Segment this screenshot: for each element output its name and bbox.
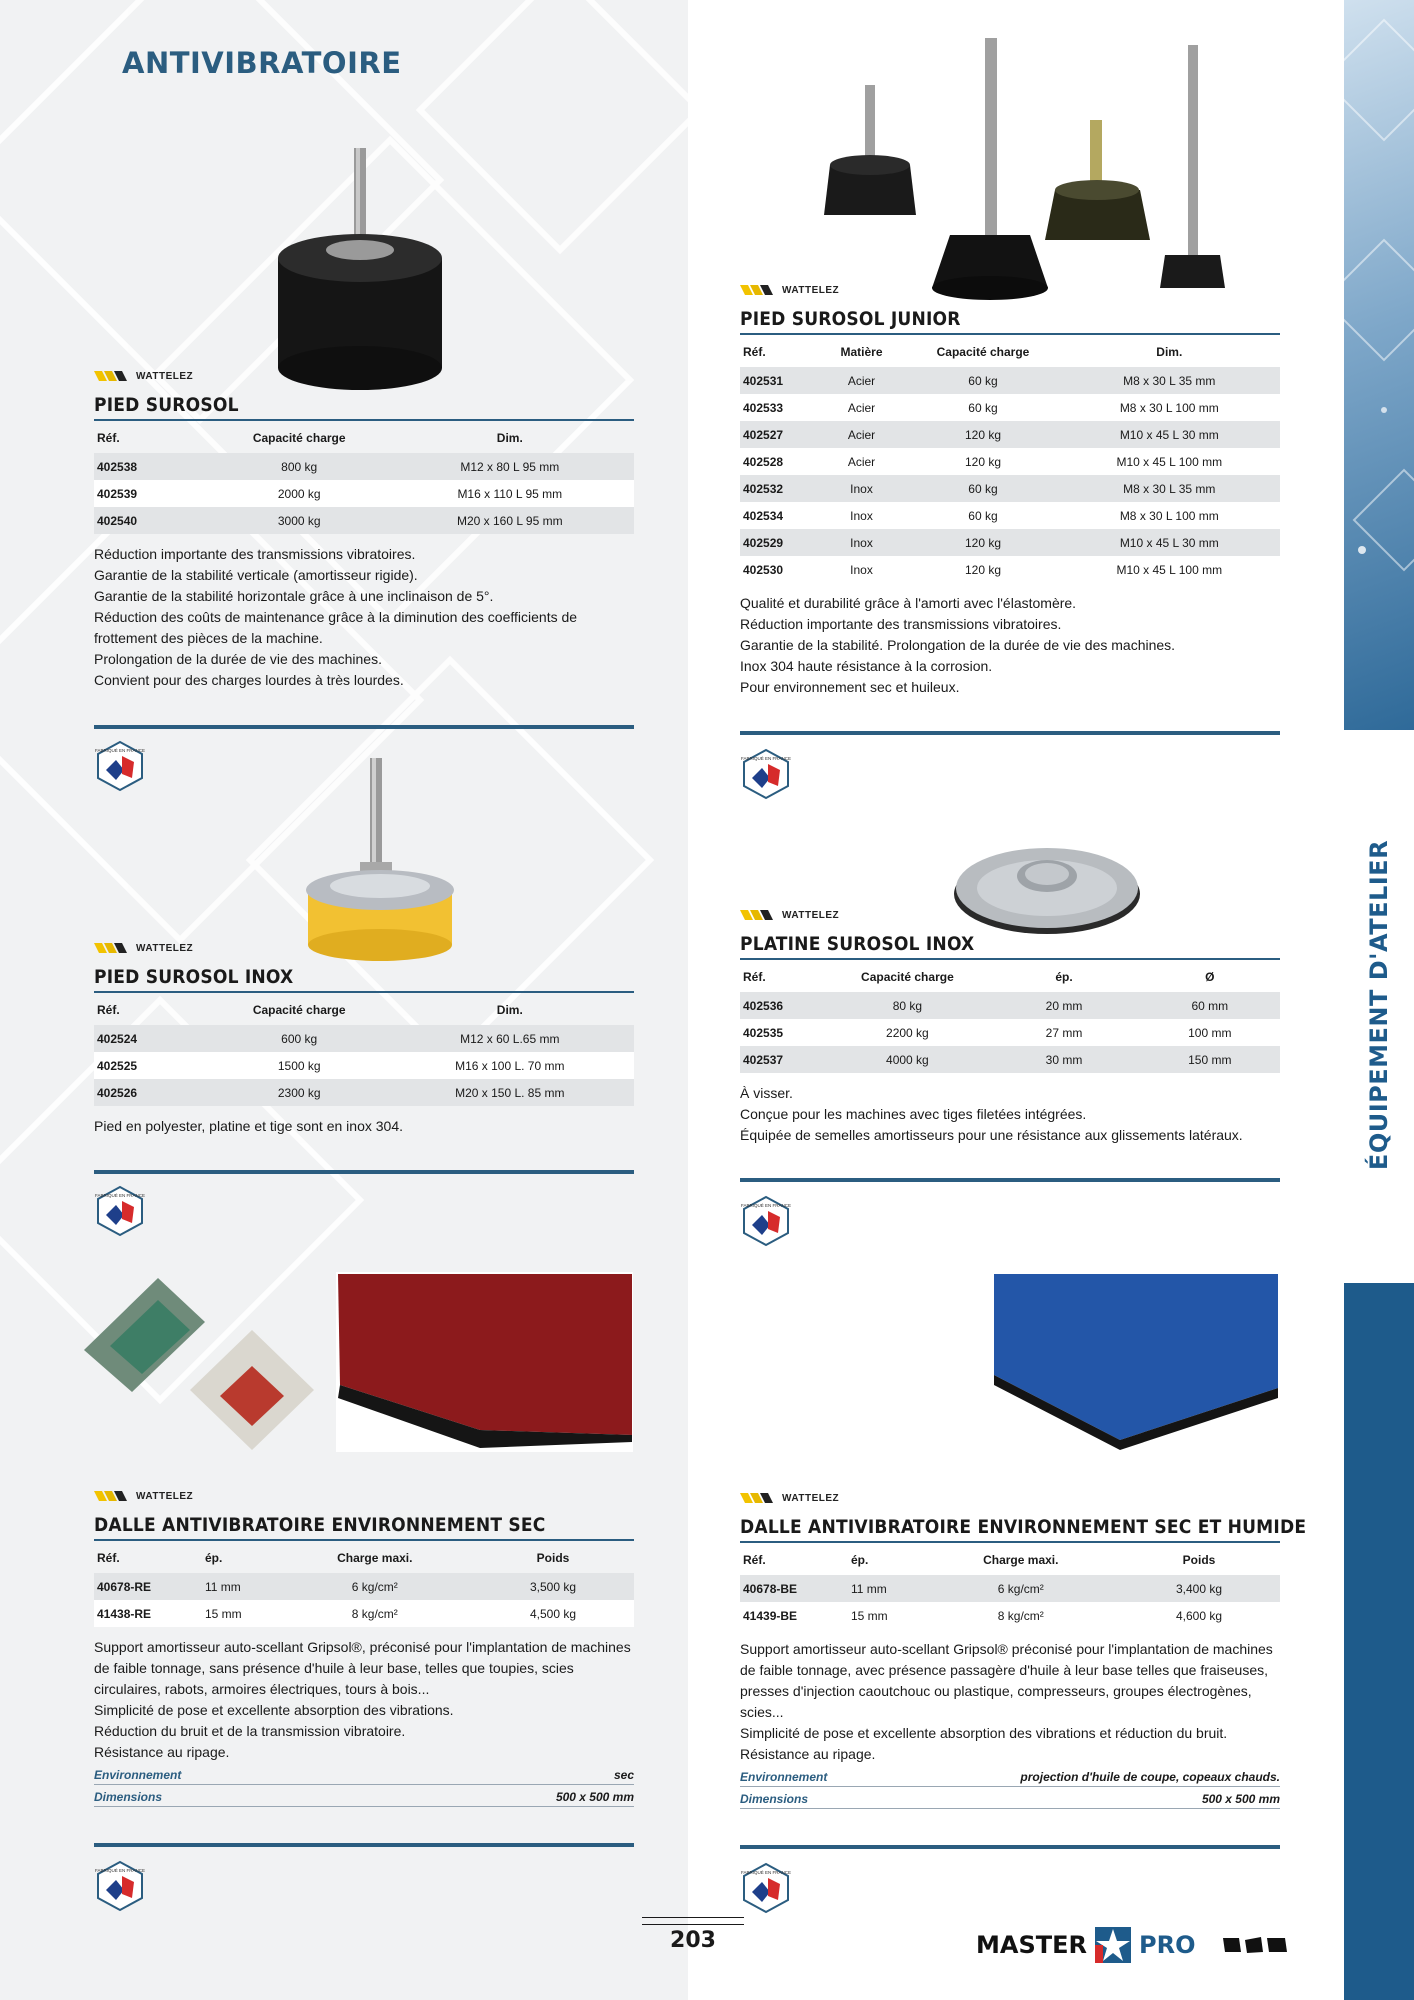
- spec-table: Réf. ép. Charge maxi. Poids 40678-RE 11 mm 6 kg/cm² 3,500 kg 41438-RE 15 mm 8 kg/cm² 4,500 kg: [94, 1545, 634, 1627]
- table-row: 402528 Acier 120 kg M10 x 45 L 100 mm: [740, 448, 1280, 475]
- pied-surosol-junior-block: [740, 280, 1280, 698]
- table-row: 402536 80 kg 20 mm 60 mm: [740, 992, 1280, 1019]
- divider: [740, 1178, 1280, 1182]
- wattelez-icon: [94, 941, 132, 955]
- table-row: 402527 Acier 120 kg M10 x 45 L 30 mm: [740, 421, 1280, 448]
- environment-row: Environnement sec: [94, 1765, 634, 1785]
- svg-text:FABRIQUÉ EN FRANCE: FABRIQUÉ EN FRANCE: [740, 1870, 792, 1875]
- table-row: 402531 Acier 60 kg M8 x 30 L 35 mm: [740, 367, 1280, 394]
- made-in-france-icon: [740, 1195, 792, 1247]
- made-in-france-icon: [740, 1862, 792, 1914]
- pied-surosol-block: [94, 366, 634, 691]
- pied-surosol-inox-block: [94, 938, 634, 1137]
- product-title: DALLE ANTIVIBRATOIRE ENVIRONNEMENT SEC ET HUMIDE: [740, 1516, 1280, 1543]
- table-row: 402538 800 kg M12 x 80 L 95 mm: [94, 453, 634, 480]
- spec-table: Réf. ép. Charge maxi. Poids 40678-BE 11 mm 6 kg/cm² 3,400 kg 41439-BE 15 mm 8 kg/cm² 4,600 kg: [740, 1547, 1280, 1629]
- table-row: 402525 1500 kg M16 x 100 L. 70 mm: [94, 1052, 634, 1079]
- wattelez-icon: [740, 1491, 778, 1505]
- made-in-france-icon: [94, 1860, 146, 1912]
- page-title: ANTIVIBRATOIRE: [122, 46, 402, 80]
- table-row: 41439-BE 15 mm 8 kg/cm² 4,600 kg: [740, 1602, 1280, 1629]
- environment-row: Environnement projection d'huile de coupe, copeaux chauds.: [740, 1767, 1280, 1787]
- wattelez-icon: [94, 369, 132, 383]
- product-description: Réduction importante des transmissions vibratoires. Garantie de la stabilité verticale (amortisseur rigide). Garantie de la stabilité horizontale grâce à une inclinaison de 5°. Réduction des coûts de maintenance grâce à la diminution des coefficients de frottement des pièces de la machine. Prolongation de la durée de vie des machines. Convient pour des charges lourdes à très lourdes.: [94, 546, 578, 688]
- dimensions-row: Dimensions 500 x 500 mm: [94, 1787, 634, 1807]
- table-row: 41438-RE 15 mm 8 kg/cm² 4,500 kg: [94, 1600, 634, 1627]
- page-number: 203: [670, 1928, 716, 1953]
- pied-surosol-inox-image: [300, 750, 460, 965]
- divider: [94, 1170, 634, 1174]
- side-band-image: [1344, 0, 1414, 730]
- wattelez-logo: WATTELEZ: [94, 1486, 634, 1506]
- dalle-humide-image: [990, 1270, 1280, 1450]
- wattelez-icon: [94, 1489, 132, 1503]
- pied-surosol-junior-image: [820, 30, 1270, 300]
- dalle-sec-block: [94, 1486, 634, 1807]
- svg-text:FABRIQUÉ EN FRANCE: FABRIQUÉ EN FRANCE: [94, 1868, 146, 1873]
- made-in-france-icon: [740, 748, 792, 800]
- star-icon: [1093, 1925, 1133, 1965]
- product-description: Support amortisseur auto-scellant Gripsol®, préconisé pour l'implantation de machines de faible tonnage, sans présence d'huile à leur base, telles que toupies, scies circulaires, rabots, armoires électriques, tours à bois... Simplicité de pose et excellente absorption des vibrations. Réduction du bruit et de la transmission vibratoire. Résistance au ripage.: [94, 1639, 631, 1760]
- product-description: Pied en polyester, platine et tige sont en inox 304.: [94, 1118, 403, 1134]
- product-description: À visser. Conçue pour les machines avec tiges filetées intégrées. Équipée de semelles amortisseurs pour une résistance aux glissements latéraux.: [740, 1085, 1243, 1143]
- product-title: DALLE ANTIVIBRATOIRE ENVIRONNEMENT SEC: [94, 1514, 634, 1541]
- divider: [740, 731, 1280, 735]
- spec-table: Réf. Capacité charge ép. Ø 402536 80 kg 20 mm 60 mm 402535 2200 kg 27 mm 100 mm 402537 4000 kg 30 mm 150 mm: [740, 964, 1280, 1073]
- dimensions-row: Dimensions 500 x 500 mm: [740, 1789, 1280, 1809]
- dalle-humide-block: [740, 1488, 1307, 1809]
- divider: [94, 1843, 634, 1847]
- page-number-rule: [642, 1917, 744, 1925]
- svg-text:FABRIQUÉ EN FRANCE: FABRIQUÉ EN FRANCE: [740, 1203, 792, 1208]
- wattelez-logo: WATTELEZ: [94, 366, 634, 386]
- wattelez-logo: WATTELEZ: [94, 938, 634, 958]
- product-title: PLATINE SUROSOL INOX: [740, 933, 1280, 960]
- product-description: Qualité et durabilité grâce à l'amorti avec l'élastomère. Réduction importante des transmissions vibratoires. Garantie de la stabilité. Prolongation de la durée de vie des machines. Inox 304 haute résistance à la corrosion. Pour environnement sec et huileux.: [740, 595, 1176, 695]
- table-row: 402532 Inox 60 kg M8 x 30 L 35 mm: [740, 475, 1280, 502]
- dalle-sec-image: [80, 1270, 635, 1460]
- side-band-dark: [1344, 1283, 1414, 2000]
- made-in-france-icon: [94, 1185, 146, 1237]
- product-title: PIED SUROSOL INOX: [94, 966, 634, 993]
- side-label: ÉQUIPEMENT D'ATELIER: [1365, 839, 1394, 1171]
- divider: [740, 1845, 1280, 1849]
- table-row: 402524 600 kg M12 x 60 L.65 mm: [94, 1025, 634, 1052]
- table-row: 402533 Acier 60 kg M8 x 30 L 100 mm: [740, 394, 1280, 421]
- table-row: 402540 3000 kg M20 x 160 L 95 mm: [94, 507, 634, 534]
- table-row: 402539 2000 kg M16 x 110 L 95 mm: [94, 480, 634, 507]
- svg-text:FABRIQUÉ EN FRANCE: FABRIQUÉ EN FRANCE: [94, 748, 146, 753]
- divider: [94, 725, 634, 729]
- table-row: 402526 2300 kg M20 x 150 L. 85 mm: [94, 1079, 634, 1106]
- made-in-france-icon: [94, 740, 146, 792]
- wattelez-logo: WATTELEZ: [740, 905, 1280, 925]
- table-row: 402529 Inox 120 kg M10 x 45 L 30 mm: [740, 529, 1280, 556]
- spec-table: Réf. Capacité charge Dim. 402524 600 kg M12 x 60 L.65 mm 402525 1500 kg M16 x 100 L. 70 mm 402526 2300 kg M20 x 150 L. 85 mm: [94, 997, 634, 1106]
- masterpro-logo: MASTER PRO: [976, 1925, 1291, 1965]
- wattelez-icon: [740, 283, 778, 297]
- table-row: 402537 4000 kg 30 mm 150 mm: [740, 1046, 1280, 1073]
- svg-text:FABRIQUÉ EN FRANCE: FABRIQUÉ EN FRANCE: [94, 1193, 146, 1198]
- table-row: 40678-RE 11 mm 6 kg/cm² 3,500 kg: [94, 1573, 634, 1600]
- wattelez-logo: WATTELEZ: [740, 1488, 1280, 1508]
- pied-surosol-image: [270, 140, 460, 395]
- brand-shapes-icon: [1221, 1934, 1291, 1956]
- svg-text:FABRIQUÉ EN FRANCE: FABRIQUÉ EN FRANCE: [740, 756, 792, 761]
- table-row: 402530 Inox 120 kg M10 x 45 L 100 mm: [740, 556, 1280, 583]
- table-row: 40678-BE 11 mm 6 kg/cm² 3,400 kg: [740, 1575, 1280, 1602]
- product-title: PIED SUROSOL JUNIOR: [740, 308, 1280, 335]
- spec-table: Réf. Capacité charge Dim. 402538 800 kg M12 x 80 L 95 mm 402539 2000 kg M16 x 110 L 95 mm 402540 3000 kg M20 x 160 L 95 mm: [94, 425, 634, 534]
- wattelez-icon: [740, 908, 778, 922]
- product-title: PIED SUROSOL: [94, 394, 634, 421]
- product-description: Support amortisseur auto-scellant Gripsol® préconisé pour l'implantation de machines de faible tonnage, avec présence passagère d'huile à leur base telles que fraiseuses, presses d'injection caoutchouc ou plastique, compresseurs, groupes électrogènes, scies... Simplicité de pose et excellente absorption des vibrations et réduction du bruit. Résistance au ripage.: [740, 1641, 1273, 1762]
- table-row: 402534 Inox 60 kg M8 x 30 L 100 mm: [740, 502, 1280, 529]
- platine-surosol-inox-block: [740, 905, 1280, 1146]
- table-row: 402535 2200 kg 27 mm 100 mm: [740, 1019, 1280, 1046]
- wattelez-logo: WATTELEZ: [740, 280, 1280, 300]
- spec-table: Réf. Matière Capacité charge Dim. 402531 Acier 60 kg M8 x 30 L 35 mm 402533 Acier 60 kg M8 x 30 L 100 mm 402527 Acier 120 kg M10 x 45 L 30 mm 402528 Acier 120 kg M10 x 45 L 100 mm 402532 Inox 60 kg M8 x 30 L 35 mm 402534 Inox 60 kg M8 x 30 L 100 mm 402529 Inox 120 kg M10 x 45 L 30 mm 402530 Inox 120 kg M10 x 45 L 100 mm: [740, 339, 1280, 583]
